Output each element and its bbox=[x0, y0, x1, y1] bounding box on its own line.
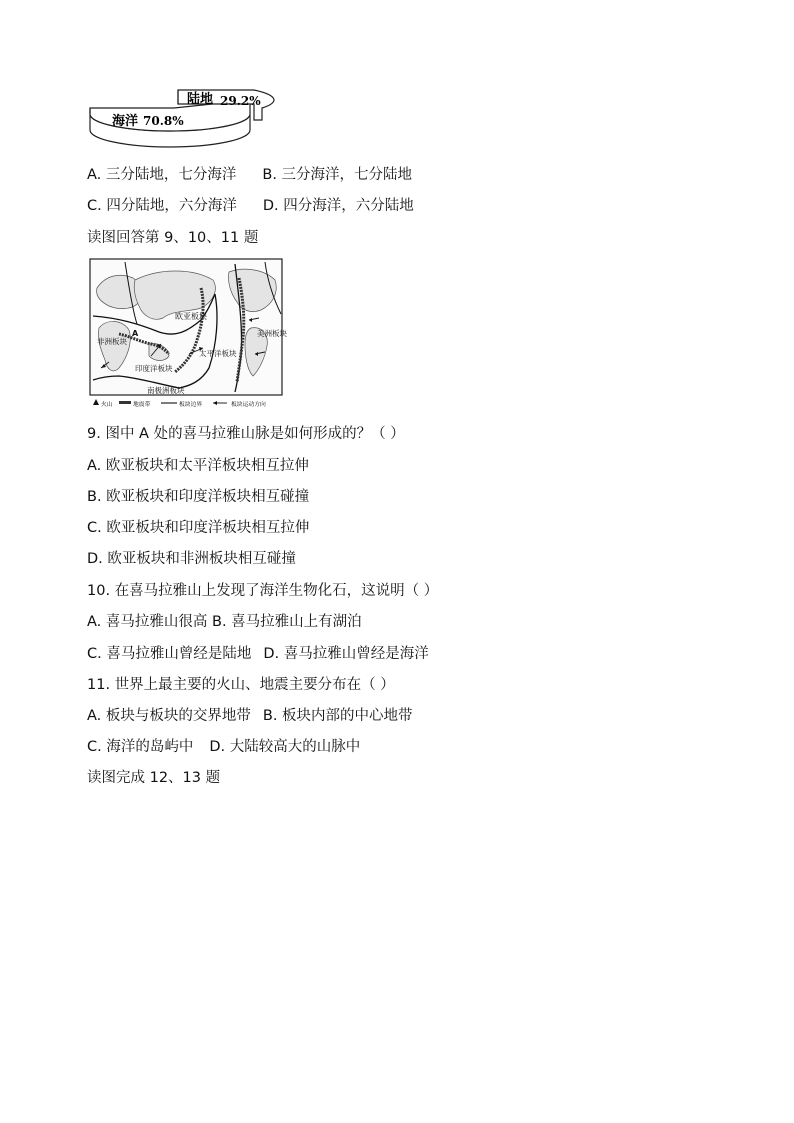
antarctic-plate-label: 南极洲板块 bbox=[147, 386, 185, 395]
point-a-label: A bbox=[132, 329, 139, 338]
q10-option-c[interactable]: C. 喜马拉雅山曾经是陆地 bbox=[87, 646, 252, 662]
q8-option-a[interactable]: A. 三分陆地，七分海洋 bbox=[87, 167, 237, 183]
q8-option-d[interactable]: D. 四分海洋，六分陆地 bbox=[262, 198, 414, 214]
map-svg bbox=[89, 258, 287, 411]
q10-options-cd bbox=[87, 645, 429, 663]
q9-option-a[interactable]: A. 欧亚板块和太平洋板块相互拉伸 bbox=[87, 458, 309, 474]
q11-option-b[interactable]: B. 板块内部的中心地带 bbox=[262, 708, 413, 724]
map-legend bbox=[93, 399, 266, 408]
land-value: 29.2% bbox=[220, 94, 261, 108]
q10-stem: 10. 在喜马拉雅山上发现了海洋生物化石，这说明（ ） bbox=[87, 583, 439, 599]
q9-option-b[interactable]: B. 欧亚板块和印度洋板块相互碰撞 bbox=[87, 489, 310, 505]
q11-option-d[interactable]: D. 大陆较高大的山脉中 bbox=[209, 739, 361, 755]
q8-options-cd bbox=[87, 197, 414, 215]
ocean-value: 70.8% bbox=[143, 114, 184, 128]
q10-option-d[interactable]: D. 喜马拉雅山曾经是海洋 bbox=[263, 646, 429, 662]
q9-option-d[interactable]: D. 欧亚板块和非洲板块相互碰撞 bbox=[87, 551, 296, 567]
pie-chart-svg bbox=[86, 86, 266, 148]
pacific-plate-label: 太平洋板块 bbox=[199, 349, 237, 358]
q11-options-ab bbox=[87, 707, 413, 725]
american-plate-label: 美洲板块 bbox=[257, 329, 287, 338]
volcano-icon bbox=[93, 399, 99, 405]
legend-boundary: 板块边界 bbox=[179, 402, 203, 408]
legend-belt: 地震带 bbox=[133, 402, 151, 408]
q11-option-c[interactable]: C. 海洋的岛屿中 bbox=[87, 739, 194, 755]
indian-plate-label: 印度洋板块 bbox=[135, 364, 173, 373]
plate-tectonics-map bbox=[89, 258, 287, 411]
q9-stem: 9. 图中 A 处的喜马拉雅山脉是如何形成的？（ ） bbox=[87, 426, 405, 442]
q8-option-c[interactable]: C. 四分陆地，六分海洋 bbox=[87, 198, 237, 214]
land-ocean-pie-chart bbox=[86, 86, 266, 148]
eurasian-plate-label: 欧亚板块 bbox=[175, 312, 207, 321]
q10-options-ab[interactable]: A. 喜马拉雅山很高 B. 喜马拉雅山上有湖泊 bbox=[87, 614, 362, 630]
q8-option-b[interactable]: B. 三分海洋，七分陆地 bbox=[262, 167, 413, 183]
q8-options-ab bbox=[87, 166, 412, 184]
read-map-instruction-1: 读图回答第 9、10、11 题 bbox=[87, 230, 259, 246]
african-plate-label: 非洲板块 bbox=[97, 337, 127, 346]
land-label: 陆地 bbox=[187, 92, 214, 107]
q9-option-c[interactable]: C. 欧亚板块和印度洋板块相互拉伸 bbox=[87, 520, 310, 536]
q11-stem: 11. 世界上最主要的火山、地震主要分布在（ ） bbox=[87, 677, 395, 693]
read-map-instruction-2: 读图完成 12、13 题 bbox=[87, 770, 221, 786]
q11-options-cd bbox=[87, 738, 360, 756]
ocean-label: 海洋 bbox=[112, 114, 139, 129]
q11-option-a[interactable]: A. 板块与板块的交界地带 bbox=[87, 708, 251, 724]
legend-volcano: 火山 bbox=[101, 402, 113, 408]
legend-direction: 板块运动方向 bbox=[231, 402, 266, 408]
seismic-belt-icon bbox=[119, 401, 131, 404]
